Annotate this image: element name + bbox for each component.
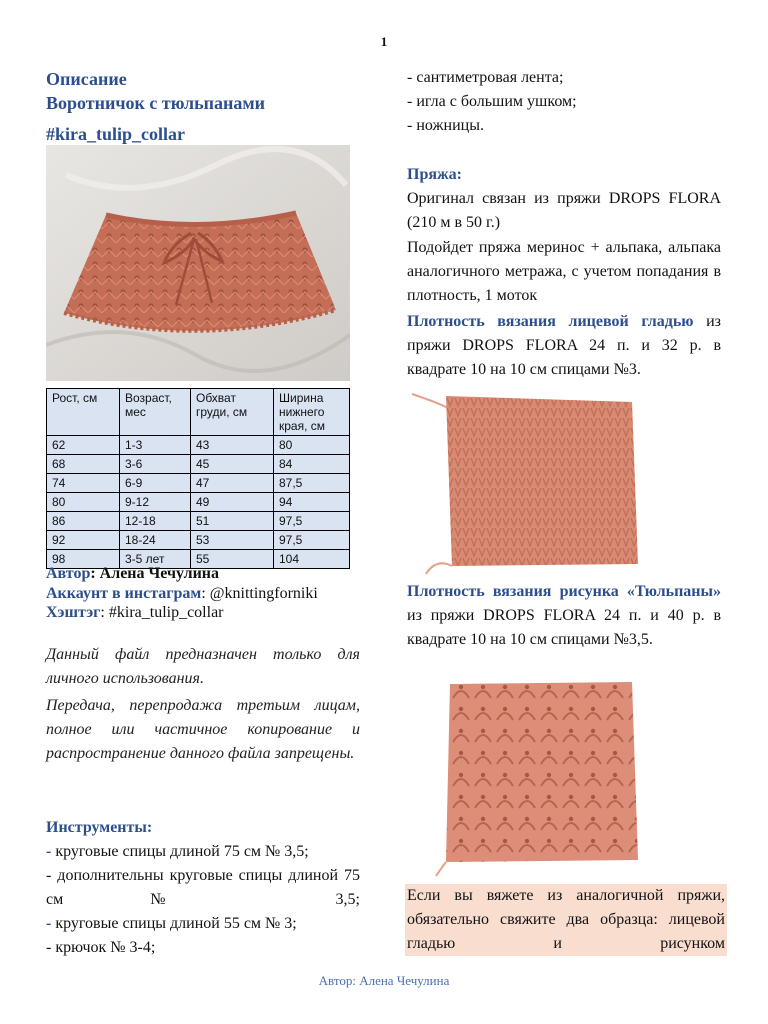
tools-list [46, 840, 360, 960]
swatch-tulips-photo [406, 678, 660, 878]
table-cell: 3-6 [120, 455, 191, 474]
notice-copyright: Передача, перепродажа третьим лицам, полное или частичное копирование и распространение данного файла запрещены. [46, 697, 360, 762]
table-cell: 6-9 [120, 474, 191, 493]
table-cell: 84 [274, 455, 350, 474]
collar-illustration [46, 145, 350, 381]
gauge-tulips-text: из пряжи DROPS FLORA 24 п. и 40 р. в квадрате 10 на 10 см спицами №3,5. [407, 607, 721, 648]
tool-dash: - [46, 915, 52, 932]
tool-dash: - [46, 867, 52, 884]
table-cell: 1-3 [120, 436, 191, 455]
table-header-cell: Рост, см [47, 389, 120, 436]
table-header-cell: Возраст, мес [120, 389, 191, 436]
title-collar: Воротничок с тюльпанами [46, 93, 266, 113]
table-cell: 12-18 [120, 512, 191, 531]
table-header-cell: Обхват груди, см [191, 389, 274, 436]
tool-text: круговые спицы длиной 55 см № 3; [51, 915, 297, 932]
table-cell: 51 [191, 512, 274, 531]
tool-dash: - [46, 939, 52, 956]
gauge-stockinette [407, 310, 721, 382]
table-cell: 45 [191, 455, 274, 474]
instagram-line [46, 584, 318, 604]
table-row [47, 493, 350, 512]
hashtag-label: Хэштэг [46, 604, 101, 621]
author-value: : Алена Чечулина [90, 565, 220, 582]
yarn-original: Оригинал связан из пряжи DROPS FLORA (210 м в 50 г.) [407, 190, 721, 231]
gauge-stockinette-label: Плотность вязания лицевой гладью [407, 313, 694, 330]
tool-item [46, 936, 360, 960]
table-cell: 80 [47, 493, 120, 512]
table-row [47, 512, 350, 531]
table-cell: 97,5 [274, 531, 350, 550]
table-cell: 9-12 [120, 493, 191, 512]
collar-photo [46, 145, 350, 381]
size-table [46, 388, 350, 569]
tool-item: - сантиметровая лента; [407, 69, 564, 86]
instagram-label: Аккаунт в инстаграм [46, 585, 202, 602]
table-cell: 87,5 [274, 474, 350, 493]
table-cell: 62 [47, 436, 120, 455]
table-cell: 53 [191, 531, 274, 550]
title-hashtag: #kira_tulip_collar [46, 124, 185, 144]
tool-item [46, 864, 360, 912]
page-number: 1 [380, 34, 388, 49]
tool-item: - ножницы. [407, 117, 484, 134]
footer-author: Автор: Алена Чечулина [318, 973, 450, 988]
author-line [46, 564, 219, 584]
table-row [47, 531, 350, 550]
gauge-tulips [407, 580, 721, 652]
tools-continued [407, 66, 577, 138]
tool-item [46, 912, 360, 936]
instagram-value: : @knittingforniki [201, 585, 318, 602]
table-cell: 74 [47, 474, 120, 493]
table-cell: 98 [47, 550, 120, 569]
table-header-row [47, 389, 350, 436]
tool-text: дополнительны круговые спицы длиной 75 см № 3,5; [46, 867, 360, 908]
table-cell: 3-5 лет [120, 550, 191, 569]
tool-item: - игла с большим ушком; [407, 93, 577, 110]
table-cell: 80 [274, 436, 350, 455]
yarn-heading: Пряжа: [407, 166, 462, 183]
table-cell: 55 [191, 550, 274, 569]
notice-personal-use: Данный файл предназначен только для личного использования. [46, 646, 360, 687]
table-cell: 47 [191, 474, 274, 493]
tool-text: круговые спицы длиной 75 см № 3,5; [51, 843, 309, 860]
table-cell: 86 [47, 512, 120, 531]
table-cell: 43 [191, 436, 274, 455]
table-row [47, 436, 350, 455]
tool-dash: - [46, 843, 52, 860]
swatch-note: Если вы вяжете из аналогичной пряжи, обязательно свяжите два образца: лицевой гладью и рисунком [405, 884, 727, 956]
table-cell: 104 [274, 550, 350, 569]
gauge-stockinette-text: из пряжи DROPS FLORA 24 п. и 32 р. в квадрате 10 на 10 см спицами №3. [407, 313, 721, 378]
title-description: Описание [46, 69, 127, 89]
swatch-tulips-illustration [406, 678, 660, 878]
tools-heading: Инструменты: [46, 819, 153, 836]
table-cell: 97,5 [274, 512, 350, 531]
gauge-tulips-label: Плотность вязания рисунка «Тюльпаны» [407, 583, 721, 600]
table-cell: 92 [47, 531, 120, 550]
table-cell: 49 [191, 493, 274, 512]
table-cell: 68 [47, 455, 120, 474]
hashtag-line [46, 603, 224, 623]
table-header-cell: Ширина нижнего края, см [274, 389, 350, 436]
swatch-stockinette-photo [406, 388, 660, 578]
swatch-stockinette-illustration [406, 388, 660, 578]
tool-text: крючок № 3-4; [51, 939, 156, 956]
tool-item [46, 840, 360, 864]
hashtag-value: : #kira_tulip_collar [100, 604, 224, 621]
table-cell: 18-24 [120, 531, 191, 550]
author-label: Автор [46, 565, 91, 582]
table-cell: 94 [274, 493, 350, 512]
table-row [47, 455, 350, 474]
yarn-substitute: Подойдет пряжа меринос + альпака, альпака аналогичного метража, с учетом попадания в плотность, 1 моток [407, 239, 721, 304]
table-row [47, 474, 350, 493]
